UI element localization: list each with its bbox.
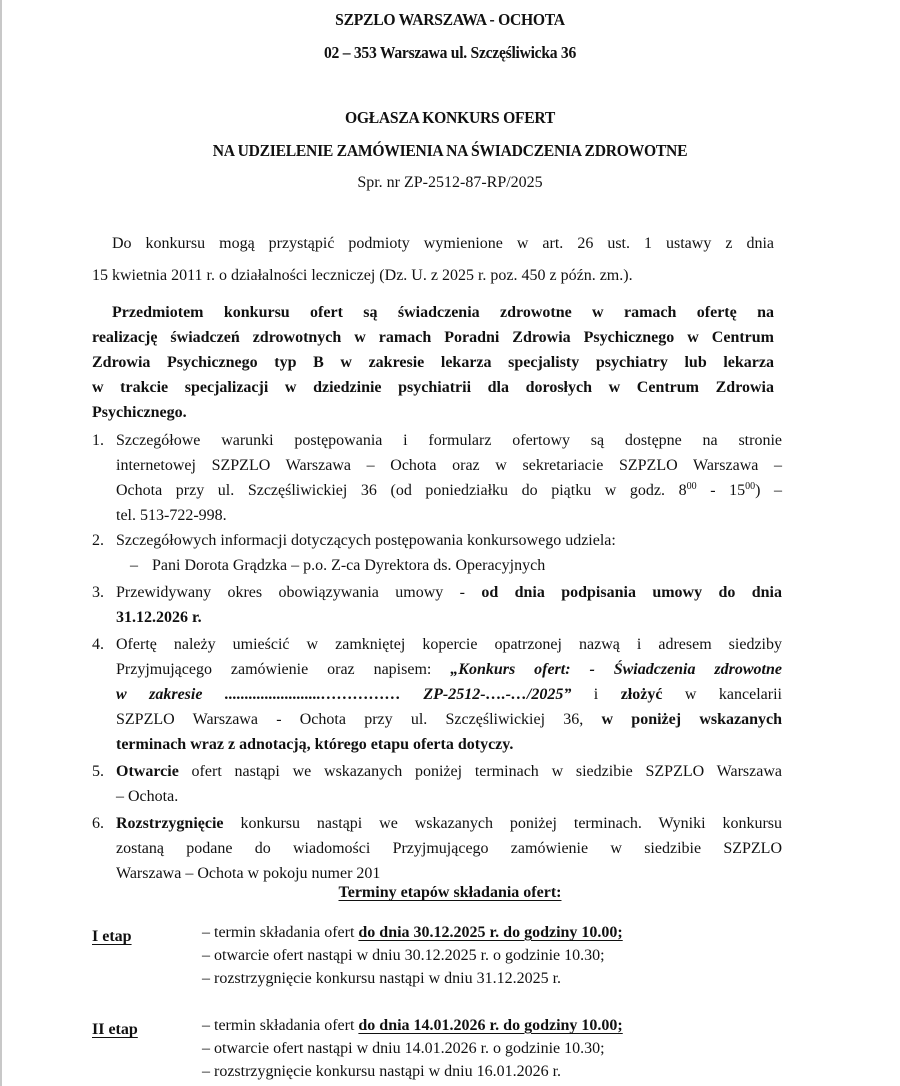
list-text: Ofertę należy umieścić w zamkniętej kopercie opatrzonej nazwą i adresem siedziby xyxy=(116,636,782,653)
intro-paragraph xyxy=(92,228,774,292)
list-number: 6. xyxy=(92,815,104,832)
envelope-label: w zakresie ........................…………… ZP-2512-….-…/2025” xyxy=(116,686,572,703)
stage-label: I etap xyxy=(92,928,132,945)
stage-rows xyxy=(202,1014,802,1083)
contract-period-bold: od dnia podpisania umowy do dnia xyxy=(481,584,782,601)
subject-paragraph xyxy=(92,300,774,425)
subject-line: Zdrowia Psychicznego typ B w zakresie lekarza specjalisty psychiatry lub lekarza xyxy=(92,354,774,371)
org-name: SZPZLO WARSZAWA - OCHOTA xyxy=(335,10,565,29)
reference-number: Spr. nr ZP-2512-87-RP/2025 xyxy=(357,174,543,191)
list-text: Warszawa – Ochota w pokoju numer 201 xyxy=(116,865,381,882)
stage-opening: – otwarcie ofert nastąpi w dniu 30.12.2025 r. o godzinie 10.30; xyxy=(202,947,605,964)
contract-end-date: 31.12.2026 r. xyxy=(116,609,202,626)
list-text xyxy=(116,657,782,682)
hours-text: ) – xyxy=(755,482,783,499)
hours-text: - 15 xyxy=(696,482,746,499)
stage-deadline xyxy=(202,921,802,944)
list-number: 2. xyxy=(92,532,104,549)
contact-person xyxy=(116,553,782,578)
phone-number: tel. 513-722-998. xyxy=(116,507,227,524)
list-text xyxy=(116,707,782,732)
envelope-text: i xyxy=(571,686,621,703)
list-text xyxy=(116,682,782,707)
list-item-3 xyxy=(92,580,782,630)
hours-text: Ochota przy ul. Szczęśliwickiej 36 (od poniedziałku do piątku w godz. 8 xyxy=(116,482,687,499)
list-text: internetowej SZPZLO Warszawa – Ochota oraz w sekretariacie SZPZLO Warszawa – xyxy=(116,457,782,474)
list-number: 4. xyxy=(92,636,104,653)
deadline-date: do dnia 30.12.2025 r. do godziny 10.00; xyxy=(358,924,623,941)
stage-resolution: – rozstrzygnięcie konkursu nastąpi w dniu 16.01.2026 r. xyxy=(202,1063,562,1080)
opening-label: Otwarcie xyxy=(116,763,179,780)
announcement-subject: NA UDZIELENIE ZAMÓWIENIA NA ŚWIADCZENIA ZDROWOTNE xyxy=(212,141,688,160)
announcement-title: OGŁASZA KONKURS OFERT xyxy=(344,108,556,127)
contract-period-text: Przewidywany okres obowiązywania umowy - xyxy=(116,584,482,601)
list-text xyxy=(116,811,782,836)
envelope-text: w kancelarii xyxy=(662,686,782,703)
opening-text: ofert nastąpi we wskazanych poniżej terminach w siedzibie SZPZLO Warszawa xyxy=(178,763,782,780)
stage-1 xyxy=(92,921,792,991)
resolution-text: konkursu nastąpi we wskazanych poniżej terminach. Wyniki konkursu xyxy=(223,815,782,832)
list-number: 1. xyxy=(92,432,104,449)
stage-opening: – otwarcie ofert nastąpi w dniu 14.01.2026 r. o godzinie 10.30; xyxy=(202,1040,605,1057)
dash-bullet: – xyxy=(130,557,138,574)
list-text-hours xyxy=(116,478,782,503)
resolution-label: Rozstrzygnięcie xyxy=(116,815,224,832)
list-item-4 xyxy=(92,632,782,757)
subject-line: w trakcie specjalizacji w dziedzinie psychiatrii dla dorosłych w Centrum Zdrowia xyxy=(92,379,774,396)
subject-line: Psychicznego. xyxy=(92,404,187,421)
contact-name: Pani Dorota Grądzka – p.o. Z-ca Dyrektora ds. Operacyjnych xyxy=(152,557,546,574)
list-number: 5. xyxy=(92,763,104,780)
deadline-note: w poniżej wskazanych xyxy=(601,711,782,728)
stage-deadline xyxy=(202,1014,802,1037)
intro-line-2: 15 kwietnia 2011 r. o działalności leczniczej (Dz. U. z 2025 r. poz. 450 z późn. zm.). xyxy=(92,267,633,284)
envelope-text: Przyjmującego zamówienie oraz napisem: xyxy=(116,661,451,678)
subject-line: Przedmiotem konkursu ofert są świadczenia zdrowotne w ramach ofertę na xyxy=(112,304,774,321)
stage-label: II etap xyxy=(92,1021,138,1038)
list-text xyxy=(116,759,782,784)
envelope-label: „Konkurs ofert: - Świadczenia zdrowotne xyxy=(450,661,782,678)
terms-title: Terminy etapów składania ofert: xyxy=(338,884,562,901)
stage-resolution: – rozstrzygnięcie konkursu nastąpi w dniu 31.12.2025 r. xyxy=(202,970,562,987)
list-text xyxy=(116,580,782,605)
numbered-list xyxy=(92,428,782,886)
list-text: zostaną podane do wiadomości Przyjmującego zamówienie w siedzibie SZPZLO xyxy=(116,840,782,857)
deadline-note: terminach wraz z adnotacją, którego etapu oferta dotyczy. xyxy=(116,736,514,753)
list-text: – Ochota. xyxy=(116,788,179,805)
subject-line: realizację świadczeń zdrowotnych w ramach Poradni Zdrowia Psychicznego w Centrum xyxy=(92,329,774,346)
deadline-text: – termin składania ofert xyxy=(202,1017,359,1034)
org-address: 02 – 353 Warszawa ul. Szczęśliwicka 36 xyxy=(323,43,577,62)
page-edge xyxy=(0,0,2,1086)
deadline-date: do dnia 14.01.2026 r. do godziny 10.00; xyxy=(358,1017,623,1034)
list-item-1 xyxy=(92,428,782,528)
list-item-2 xyxy=(92,528,782,578)
hours-sup: 00 xyxy=(686,481,697,492)
hours-sup: 00 xyxy=(745,481,756,492)
list-text: Szczegółowe warunki postępowania i formularz ofertowy są dostępne na stronie xyxy=(116,432,782,449)
submit-verb: złożyć xyxy=(620,686,663,703)
deadline-text: – termin składania ofert xyxy=(202,924,359,941)
stage-2 xyxy=(92,1014,792,1084)
list-number: 3. xyxy=(92,584,104,601)
list-text: Szczegółowych informacji dotyczących postępowania konkursowego udziela: xyxy=(116,532,616,549)
list-item-5 xyxy=(92,759,782,809)
intro-line-1: Do konkursu mogą przystąpić podmioty wymienione w art. 26 ust. 1 ustawy z dnia xyxy=(112,235,774,252)
stage-rows xyxy=(202,921,802,990)
office-address: SZPZLO Warszawa - Ochota przy ul. Szczęśliwickiej 36, xyxy=(116,711,602,728)
list-item-6 xyxy=(92,811,782,886)
